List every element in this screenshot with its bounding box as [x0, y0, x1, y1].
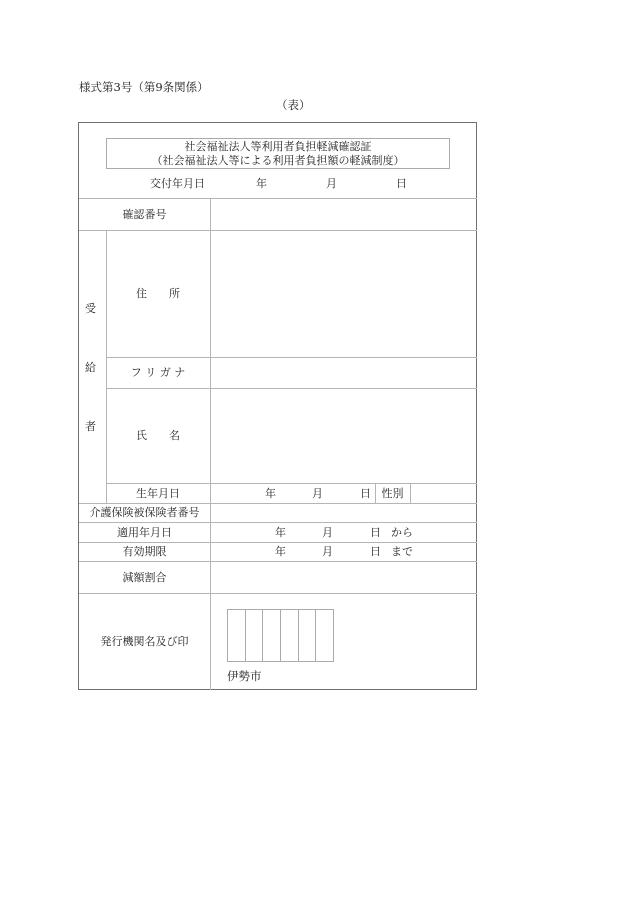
- furigana-label: フ リ ガ ナ: [130, 366, 186, 379]
- gender-label: 性別: [381, 486, 404, 500]
- name-field[interactable]: [211, 389, 477, 483]
- front-side-label: （表）: [276, 98, 311, 112]
- recipient-label-char: 給: [85, 361, 96, 374]
- certificate-title: 社会福祉法人等利用者負担軽減確認証: [184, 139, 372, 153]
- form-number: 様式第3号（第9条関係）: [79, 80, 209, 94]
- effective-date-label: 適用年月日: [117, 525, 172, 539]
- expiry-date-label: 有効期限: [122, 545, 167, 558]
- insured-number-field[interactable]: [211, 504, 477, 522]
- confirmation-number-field[interactable]: [211, 199, 477, 230]
- effective-date-day: 日: [370, 526, 381, 539]
- issue-date-month: 月: [326, 177, 337, 190]
- issue-date-day: 日: [396, 177, 407, 190]
- address-label: 住 所: [136, 287, 180, 300]
- birthdate-year: 年: [265, 487, 276, 500]
- birthdate-day: 日: [360, 487, 371, 500]
- recipient-label-char: 者: [85, 420, 96, 433]
- certificate-subtitle: （社会福祉法人等による利用者負担額の軽減制度）: [151, 153, 405, 167]
- effective-date-suffix: から: [391, 526, 413, 539]
- reduction-rate-label: 減額割合: [122, 570, 167, 584]
- seal-cell: [263, 610, 281, 661]
- certificate-title-box: [106, 138, 450, 169]
- seal-cell: [281, 610, 299, 661]
- seal-cell: [299, 610, 317, 661]
- birthdate-month: 月: [312, 487, 323, 500]
- recipient-label-char: 受: [85, 302, 96, 315]
- expiry-date-year: 年: [275, 545, 286, 558]
- furigana-field[interactable]: [211, 358, 477, 388]
- seal-cell: [228, 610, 246, 661]
- expiry-date-month: 月: [322, 545, 333, 558]
- expiry-date-day: 日: [370, 545, 381, 558]
- insured-number-label: 介護保険被保険者番号: [89, 506, 200, 519]
- address-field[interactable]: [211, 231, 477, 357]
- birthdate-label: 生年月日: [136, 486, 180, 500]
- issuer-label: 発行機関名及び印: [100, 635, 189, 648]
- effective-date-year: 年: [275, 526, 286, 539]
- confirmation-number-label: 確認番号: [122, 207, 167, 221]
- seal-cell: [316, 610, 333, 661]
- name-label: 氏 名: [136, 429, 180, 442]
- gender-field[interactable]: [411, 484, 477, 503]
- effective-date-month: 月: [322, 526, 333, 539]
- reduction-rate-field[interactable]: [211, 562, 477, 593]
- issuer-name: 伊勢市: [227, 669, 262, 683]
- seal-stamp-box: [227, 609, 334, 662]
- issue-date-label: 交付年月日: [150, 177, 205, 190]
- issue-date-year: 年: [256, 177, 267, 190]
- expiry-date-suffix: まで: [391, 545, 413, 558]
- seal-cell: [246, 610, 264, 661]
